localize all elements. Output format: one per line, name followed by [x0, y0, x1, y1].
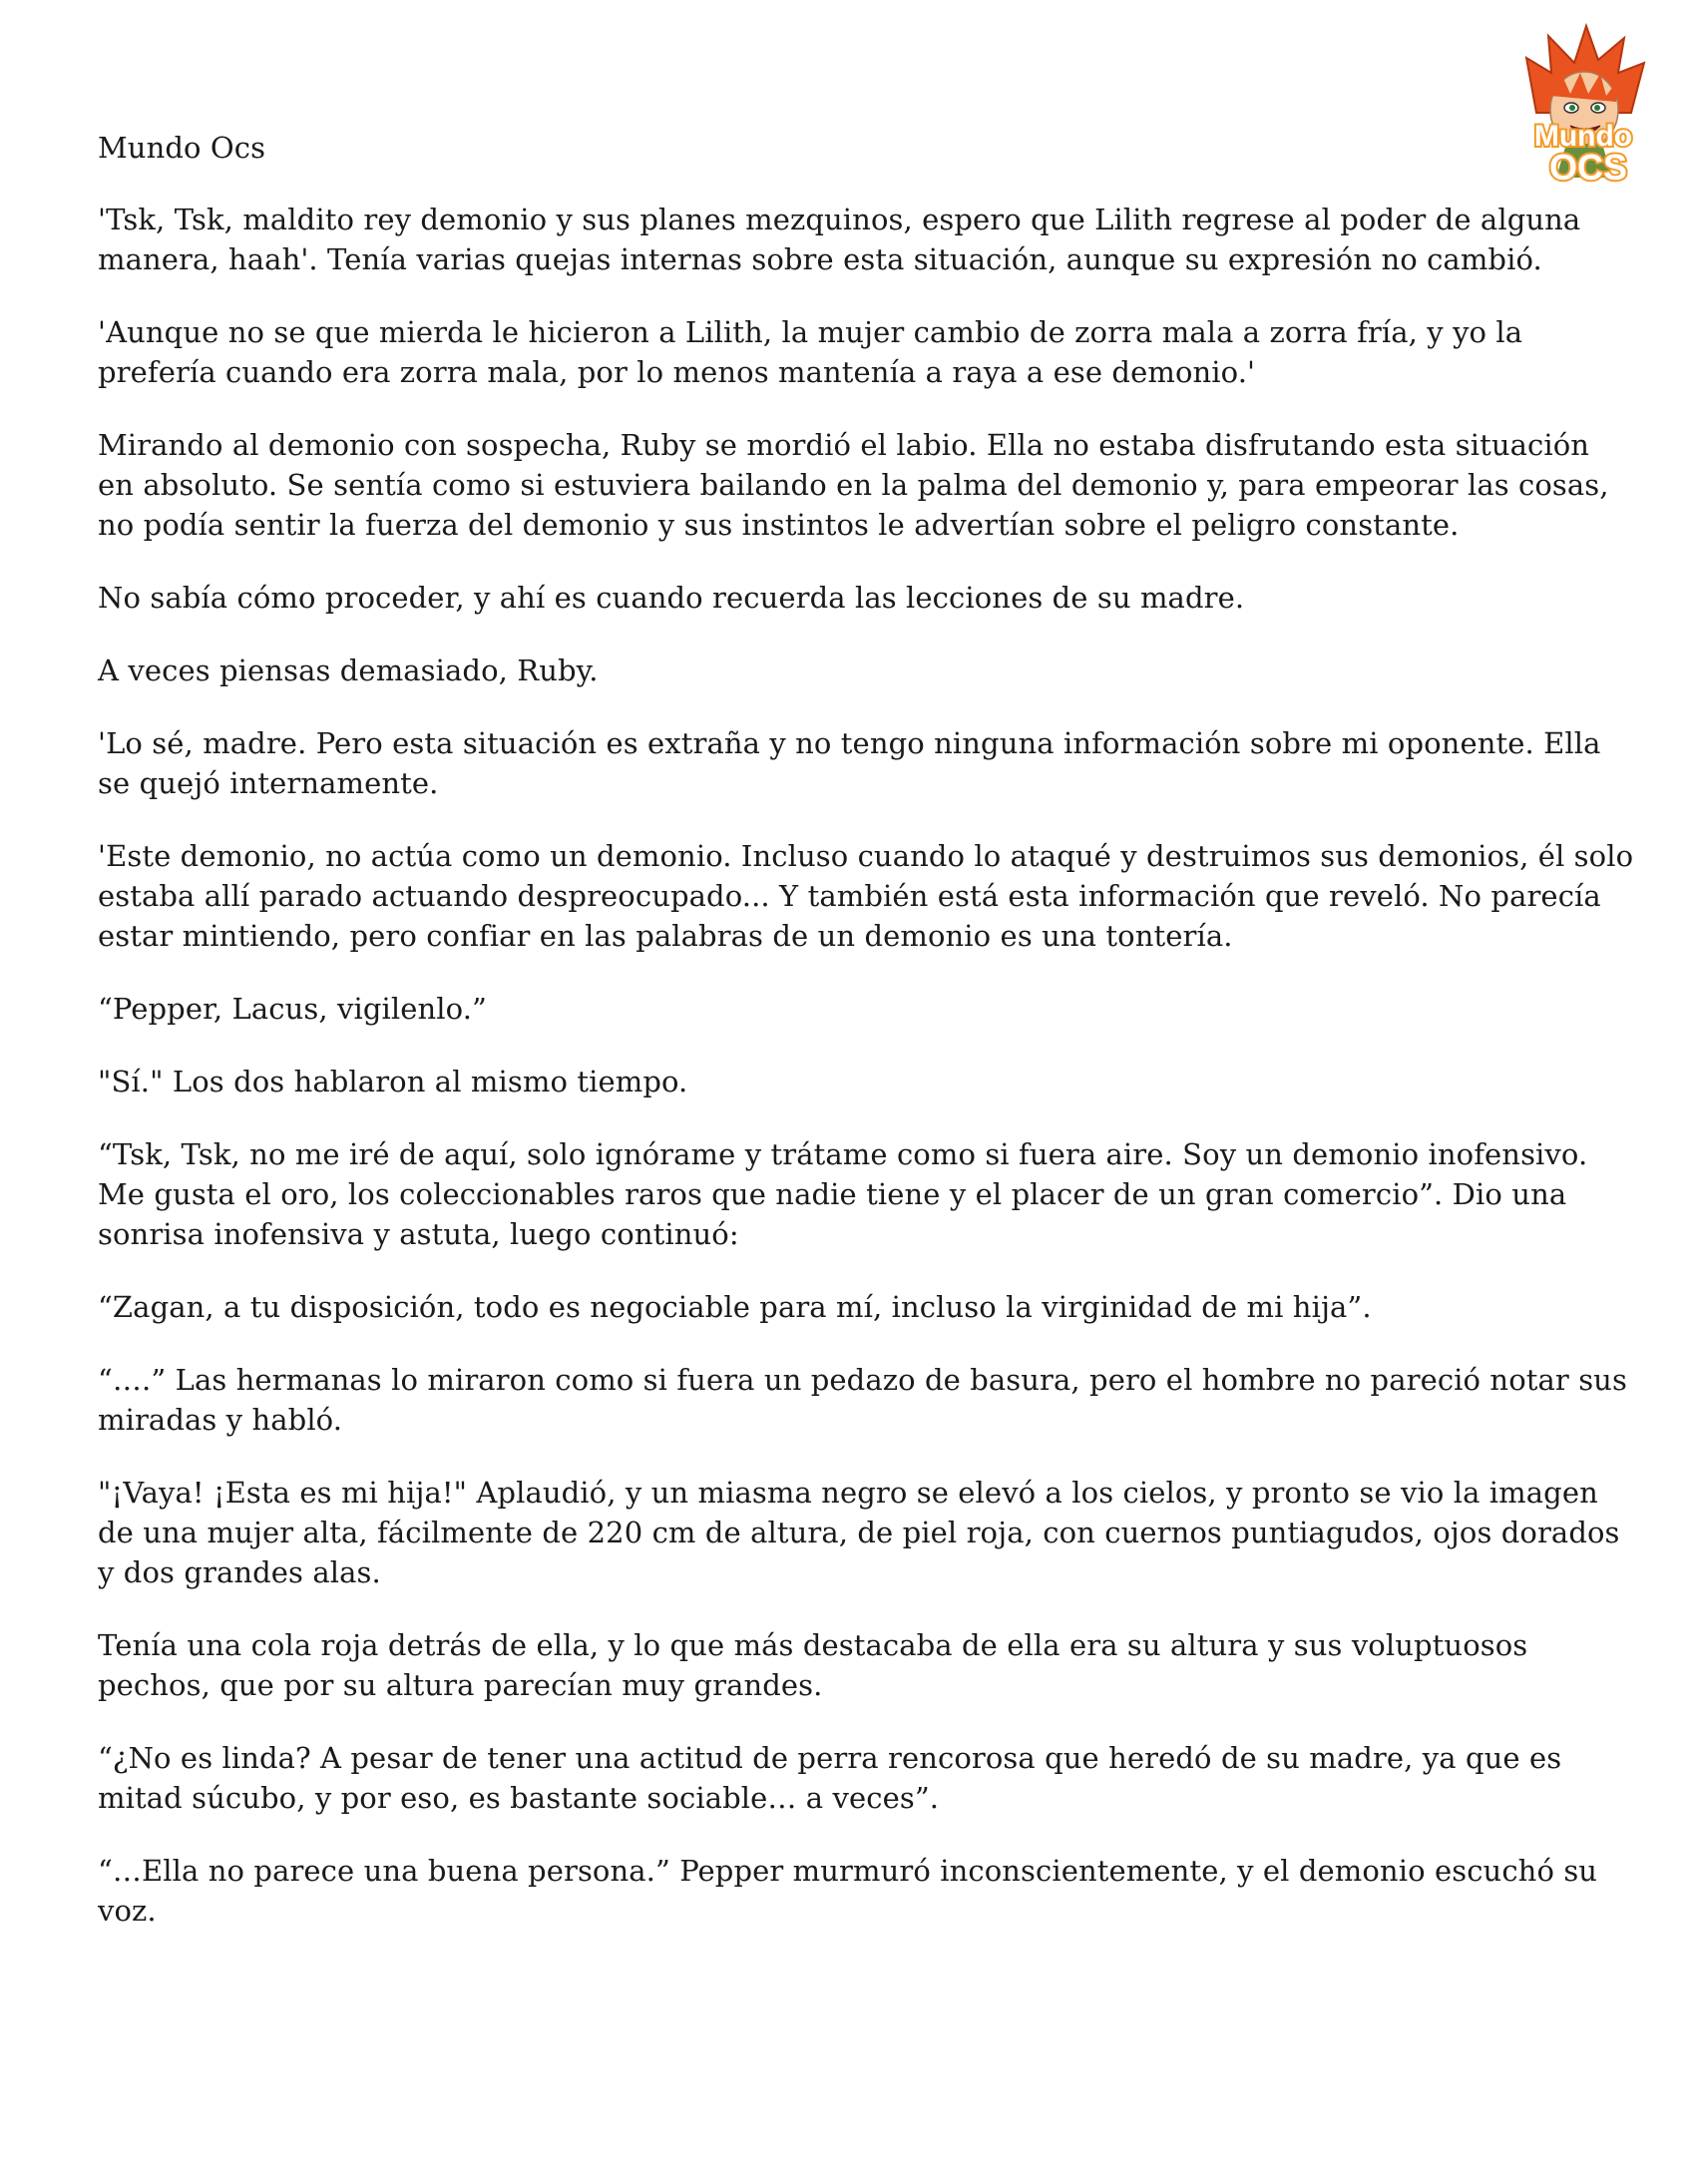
paragraph-5: A veces piensas demasiado, Ruby.	[98, 654, 599, 687]
paragraph-15: “¿No es linda? A pesar de tener una actitud de perra rencorosa que heredó de su madre, ya que es mitad súcubo, y por eso, es bastante sociable… a veces”.	[98, 1741, 1562, 1815]
paragraph-13: "¡Vaya! ¡Esta es mi hija!" Aplaudió, y un miasma negro se elevó a los cielos, y pronto se vio la imagen de una mujer alta, fácilmente de 220 cm de altura, de piel roja, con cuernos puntiagudos, ojos dorados y dos grandes alas.	[98, 1476, 1620, 1589]
document-heading: Mundo Ocs	[98, 131, 266, 165]
document-body	[98, 128, 1634, 1964]
paragraph-2: 'Aunque no se que mierda le hicieron a Lilith, la mujer cambio de zorra mala a zorra fría, y yo la prefería cuando era zorra mala, por lo menos mantenía a raya a ese demonio.'	[98, 315, 1523, 389]
paragraph-4: No sabía cómo proceder, y ahí es cuando recuerda las lecciones de su madre.	[98, 581, 1245, 615]
paragraph-8: “Pepper, Lacus, vigilenlo.”	[98, 992, 487, 1026]
logo-text-mundo: Mundo	[1533, 120, 1633, 153]
paragraph-3: Mirando al demonio con sospecha, Ruby se mordió el labio. Ella no estaba disfrutando esta situación en absoluto. Se sentía como si estuviera bailando en la palma del demonio y, para empeorar las cosas, no podía sentir la fuerza del demonio y sus instintos le advertían sobre el peligro constante.	[98, 428, 1609, 542]
paragraph-11: “Zagan, a tu disposición, todo es negociable para mí, incluso la virginidad de mi hija”.	[98, 1290, 1372, 1324]
paragraph-14: Tenía una cola roja detrás de ella, y lo que más destacaba de ella era su altura y sus voluptuosos pechos, que por su altura parecían muy grandes.	[98, 1628, 1528, 1702]
paragraph-12: “….” Las hermanas lo miraron como si fuera un pedazo de basura, pero el hombre no pareció notar sus miradas y habló.	[98, 1363, 1627, 1437]
paragraph-1: 'Tsk, Tsk, maldito rey demonio y sus planes mezquinos, espero que Lilith regrese al poder de alguna manera, haah'. Tenía varias quejas internas sobre esta situación, aunque su expresión no cambió.	[98, 203, 1581, 276]
paragraph-9: "Sí." Los dos hablaron al mismo tiempo.	[98, 1065, 688, 1098]
paragraph-16: “…Ella no parece una buena persona.” Pepper murmuró inconscientemente, y el demonio escuchó su voz.	[98, 1854, 1598, 1928]
logo-text-ocs: OCS	[1548, 147, 1628, 188]
paragraph-6: 'Lo sé, madre. Pero esta situación es extraña y no tengo ninguna información sobre mi oponente. Ella se quejó internamente.	[98, 726, 1601, 800]
paragraph-10: “Tsk, Tsk, no me iré de aquí, solo ignórame y trátame como si fuera aire. Soy un demonio inofensivo. Me gusta el oro, los coleccionables raros que nadie tiene y el placer de un gran comercio”. Dio una sonrisa inofensiva y astuta, luego continuó:	[98, 1137, 1588, 1251]
paragraph-7: 'Este demonio, no actúa como un demonio. Incluso cuando lo ataqué y destruimos sus demonios, él solo estaba allí parado actuando despreocupado... Y también está esta información que reveló. No parecía estar mintiendo, pero confiar en las palabras de un demonio es una tontería.	[98, 839, 1634, 953]
